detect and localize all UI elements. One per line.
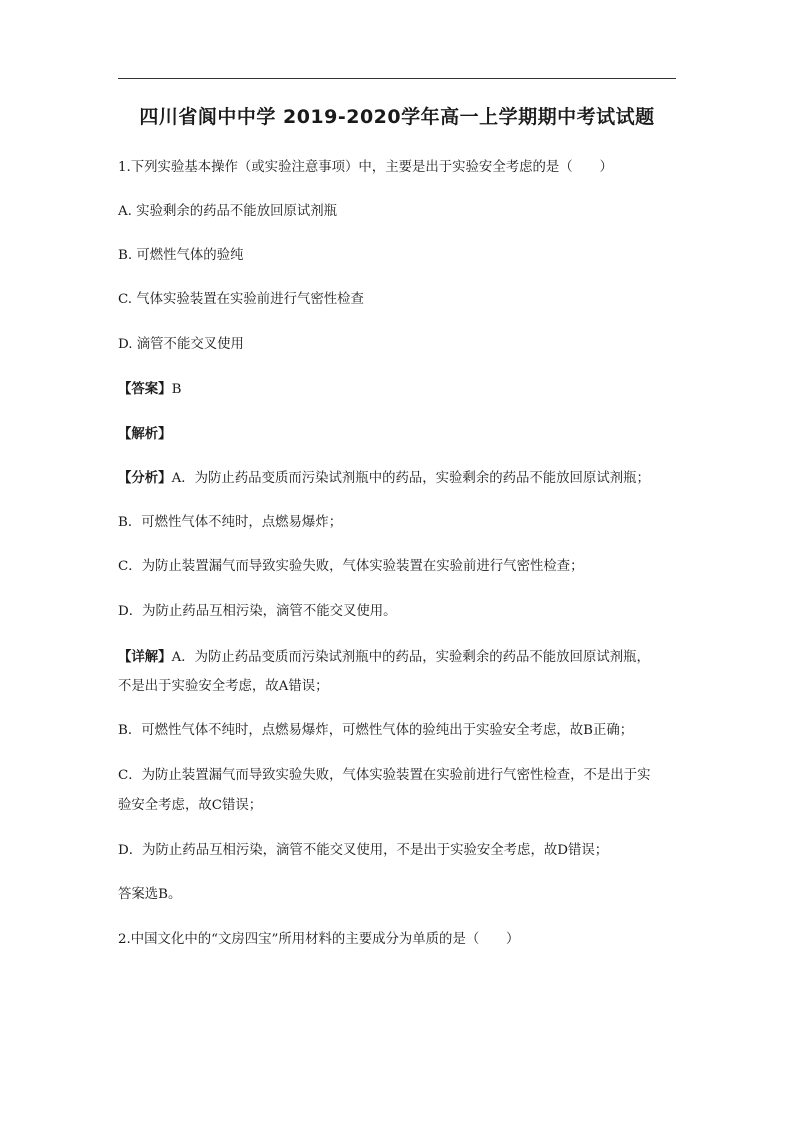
answer-tag: 【答案】 — [118, 381, 172, 397]
fenxi-line-c: C．为防止装置漏气而导致实验失败，气体实验装置在实验前进行气密性检查； — [118, 559, 584, 574]
xiangjie-line-d: D．为防止药品互相污染，滴管不能交叉使用，不是出于实验安全考虑，故D错误； — [118, 843, 609, 858]
xiangjie-line-a2: 不是出于实验安全考虑，故A错误； — [118, 679, 329, 694]
header-rule — [118, 78, 676, 79]
xiangjie-line-b: B．可燃性气体不纯时，点燃易爆炸，可燃性气体的验纯出于实验安全考虑，故B正确； — [118, 723, 634, 738]
xiangjie-line-a1 — [118, 647, 678, 668]
fenxi-line-d: D．为防止药品互相污染，滴管不能交叉使用。 — [118, 604, 397, 619]
question-1-stem: 1.下列实验基本操作（或实验注意事项）中，主要是出于实验安全考虑的是（ ） — [118, 160, 613, 175]
xiangjie-line-c2: 验安全考虑，故C错误； — [118, 798, 263, 813]
question-1-option-c: C. 气体实验装置在实验前进行气密性检查 — [118, 292, 364, 307]
fenxi-line-b: B．可燃性气体不纯时，点燃易爆炸； — [118, 515, 343, 530]
fenxi-line-a — [118, 468, 678, 489]
question-1-option-b: B. 可燃性气体的验纯 — [118, 248, 244, 263]
conclusion-line: 答案选B。 — [118, 887, 182, 902]
analysis-heading — [118, 424, 678, 445]
xiangjie-tag: 【详解】 — [118, 649, 172, 665]
xiangjie-a1-text: A．为防止药品变质而污染试剂瓶中的药品，实验剩余的药品不能放回原试剂瓶， — [171, 650, 650, 665]
question-1-option-a: A. 实验剩余的药品不能放回原试剂瓶 — [118, 204, 338, 219]
fenxi-a-text: A．为防止药品变质而污染试剂瓶中的药品，实验剩余的药品不能放回原试剂瓶； — [171, 471, 650, 486]
fenxi-tag: 【分析】 — [118, 470, 172, 486]
page-title: 四川省阆中中学 2019-2020学年高一上学期期中考试试题 — [139, 106, 655, 128]
answer-line — [118, 379, 678, 400]
analysis-tag: 【解析】 — [118, 426, 172, 442]
question-1-option-d: D. 滴管不能交叉使用 — [118, 337, 244, 352]
xiangjie-line-c1: C．为防止装置漏气而导致实验失败，气体实验装置在实验前进行气密性检查，不是出于实 — [118, 768, 651, 783]
answer-value: B — [171, 382, 182, 397]
question-2-stem: 2.中国文化中的“文房四宝”所用材料的主要成分为单质的是（ ） — [118, 932, 520, 947]
